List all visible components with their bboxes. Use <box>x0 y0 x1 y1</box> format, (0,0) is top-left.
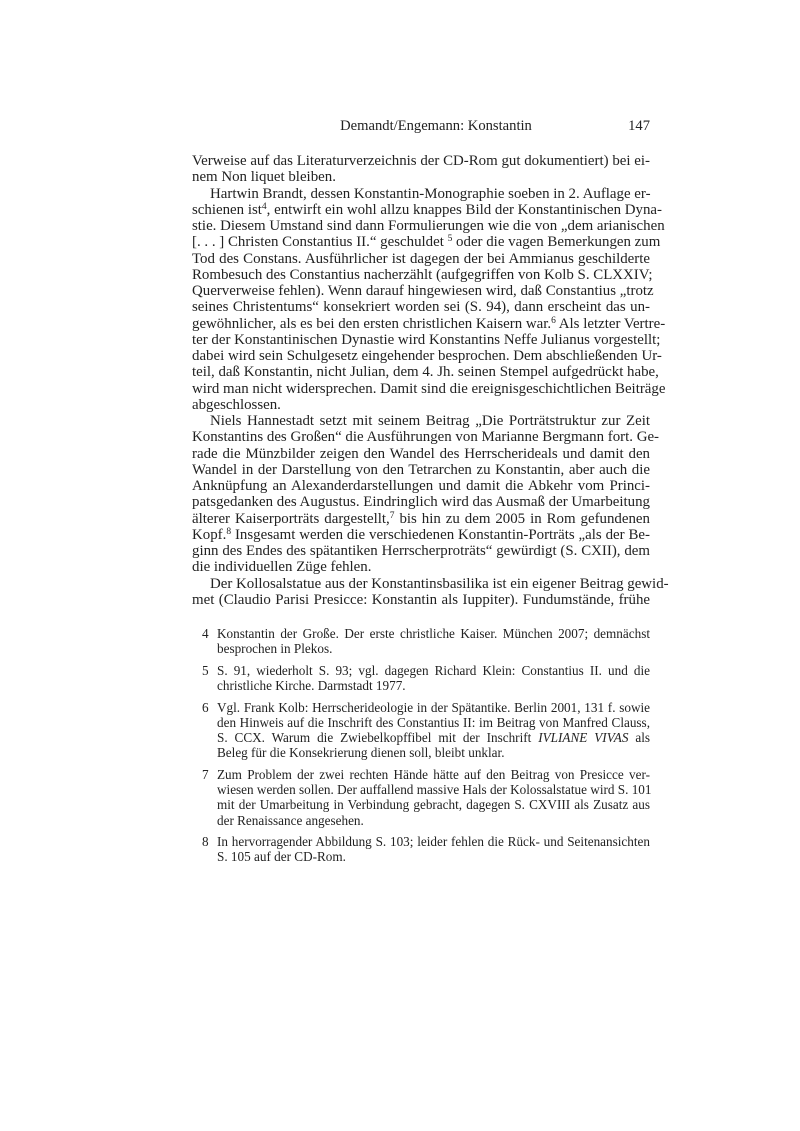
text-segment: seines Christentums“ konsekriert worden sei (S. 94), dann erscheint das un- <box>192 299 650 316</box>
text-segment: oder die vagen Bemerkungen zum <box>452 234 661 251</box>
text-line <box>192 380 666 397</box>
text-line <box>217 678 650 693</box>
paragraph <box>192 185 666 414</box>
text-line <box>217 663 650 678</box>
text-line <box>192 446 650 462</box>
text-segment: Vgl. Frank Kolb: Herrscherideologie in der Spätantike. Berlin 2001, 131 f. sowie <box>217 699 650 715</box>
footnote-reference: 8 <box>226 526 232 537</box>
text-segment: Konstantin der Große. Der erste christliche Kaiser. München 2007; demnächst <box>217 626 650 641</box>
text-line <box>192 592 650 608</box>
text-segment: Tod des Constans. Ausführlicher ist dagegen der bei Ammianus geschilderte <box>192 250 650 267</box>
text-segment: rade die Münzbilder zeigen den Wandel des Herrscherideals und damit den <box>192 445 650 462</box>
text-line <box>217 641 650 656</box>
text-segment: älterer Kaiserporträts dargestellt, <box>192 510 390 527</box>
text-segment: Beleg für die Konsekrierung dienen soll, bleibt unklar. <box>217 745 505 761</box>
text-line <box>217 745 650 760</box>
text-segment: [. . . ] Christen Constantius II.“ geschuldet <box>192 234 448 251</box>
text-line <box>217 797 650 812</box>
text-segment: gewöhnlicher, als es bei den ersten christlichen Kaisern war. <box>192 315 552 332</box>
italic-inscription: IVLIANE VIVAS <box>538 730 629 746</box>
page-number: 147 <box>628 118 650 134</box>
text-segment: Niels Hannestadt setzt mit seinem Beitrag „Die Porträtstruktur zur Zeit <box>210 413 650 429</box>
footnote-reference: 4 <box>261 201 267 212</box>
text-segment: den Hinweis auf die Inschrift des Constantius II: im Beitrag von Manfred Clauss, <box>217 714 650 730</box>
text-line <box>192 331 661 348</box>
text-segment: teil, daß Konstantin, nicht Julian, dem 4. Jh. seinen Stempel aufgedrückt habe, <box>192 364 659 381</box>
text-line <box>192 169 650 185</box>
footnote-number: 5 <box>202 662 209 678</box>
text-line <box>192 543 650 559</box>
text-line <box>192 478 650 494</box>
text-segment: stie. Diesem Umstand sind dann Formulierungen wie die von „dem arianischen <box>192 218 665 234</box>
running-title: Demandt/Engemann: Konstantin <box>340 118 532 134</box>
text-segment: wird man nicht widersprechen. Damit sind die ereignisgeschichtlichen Beiträge <box>192 380 666 397</box>
text-segment: S. 91, wiederholt S. 93; vgl. dagegen Richard Klein: Constantius II. und die <box>217 662 650 678</box>
text-line <box>217 834 650 849</box>
text-segment: Konstantins des Großen“ die Ausführungen von Marianne Bergmann fort. Ge- <box>192 429 660 446</box>
text-segment: Hartwin Brandt, dessen Konstantin-Monographie soeben in 2. Auflage er- <box>210 185 651 202</box>
text-line <box>192 251 650 267</box>
text-segment: Wandel in der Darstellung von den Tetrarchen zu Konstantin, aber auch die <box>192 461 650 478</box>
text-segment: Kopf. <box>192 526 227 543</box>
text-segment: nem Non liquet bleiben. <box>192 169 336 186</box>
text-segment: abgeschlossen. <box>192 396 281 413</box>
paragraph <box>192 413 660 576</box>
text-line <box>192 511 650 527</box>
text-segment: besprochen in Plekos. <box>217 641 333 657</box>
text-segment: christliche Kirche. Darmstadt 1977. <box>217 678 406 694</box>
text-segment: S. 105 auf der CD-Rom. <box>217 849 346 865</box>
footnote-number: 8 <box>202 834 209 850</box>
footnote-number: 7 <box>202 767 209 782</box>
footnote <box>192 767 650 828</box>
text-line <box>192 186 650 202</box>
text-segment: dabei wird sein Schulgesetz eingehender besprochen. Dem abschließenden Ur- <box>192 348 662 364</box>
text-segment: Rombesuch des Constantius nacherzählt (aufgegriffen von Kolb S. CLXXIV; <box>192 266 653 283</box>
text-line <box>192 413 650 429</box>
text-line <box>192 348 662 364</box>
text-line <box>217 730 650 745</box>
text-segment: als <box>628 730 650 746</box>
text-segment: Verweise auf das Literaturverzeichnis der CD-Rom gut dokumentiert) bei ei- <box>192 153 650 169</box>
text-line <box>192 283 654 299</box>
footnote <box>192 700 650 761</box>
text-segment: met (Claudio Parisi Presicce: Konstantin als Iuppiter). Fundumstände, frühe <box>192 591 650 608</box>
text-line <box>192 234 661 251</box>
text-segment: S. CCX. Warum die Zwiebelkopffibel mit der Inschrift <box>217 730 539 746</box>
paragraph <box>192 153 650 186</box>
text-line <box>192 575 669 592</box>
text-line <box>192 559 650 575</box>
text-segment: die individuellen Züge fehlen. <box>192 559 372 576</box>
text-line <box>192 266 653 283</box>
footnote-number: 6 <box>202 699 209 715</box>
text-line <box>192 201 662 218</box>
text-segment: Insgesamt werden die verschiedenen Konstantin-Porträts „als der Be- <box>231 526 650 543</box>
text-line <box>217 700 650 715</box>
text-segment: der Renaissance angesehen. <box>217 812 364 828</box>
text-segment: Als letzter Vertre- <box>555 315 666 332</box>
footnotes <box>192 626 650 871</box>
footnote <box>192 663 650 693</box>
text-line <box>192 153 650 169</box>
text-line <box>217 715 650 730</box>
text-line <box>192 315 666 332</box>
footnote-reference: 5 <box>447 234 453 245</box>
footnote-reference: 6 <box>551 315 556 326</box>
text-line <box>192 397 650 413</box>
text-line <box>192 429 660 446</box>
text-line <box>217 626 650 641</box>
text-segment: patsgedanken des Augustus. Eindringlich wird das Ausmaß der Umarbeitung <box>192 494 650 511</box>
text-segment: Zum Problem der zwei rechten Hände hätte auf den Beitrag von Presicce ver- <box>217 767 650 782</box>
text-segment: In hervorragender Abbildung S. 103; leider fehlen die Rück- und Seitenansichten <box>217 834 650 850</box>
body-text <box>192 153 669 608</box>
paragraph <box>192 575 669 609</box>
running-header <box>192 118 650 136</box>
text-line <box>217 782 650 797</box>
text-line <box>192 527 650 543</box>
text-line <box>192 218 665 234</box>
text-segment: Anknüpfung an Alexanderdarstellungen und damit die Abkehr vom Princi- <box>192 478 650 494</box>
text-line <box>217 849 650 864</box>
text-segment: Querverweise fehlen). Wenn darauf hingewiesen wird, daß Constantius „trotz <box>192 283 654 299</box>
footnote-reference: 7 <box>389 510 395 521</box>
footnote <box>192 626 650 656</box>
text-segment: bis hin zu dem 2005 in Rom gefundenen <box>394 510 650 527</box>
text-line <box>192 462 650 478</box>
text-segment: ginn des Endes des spätantiken Herrscherproträts“ gewürdigt (S. CXII), dem <box>192 543 650 559</box>
text-segment: ter der Konstantinischen Dynastie wird Konstantins Neffe Julianus vorgestellt; <box>192 331 661 348</box>
text-line <box>192 299 650 315</box>
text-line <box>192 494 650 510</box>
text-segment: , entwirft ein wohl allzu knappes Bild der Konstantinischen Dyna- <box>266 201 662 218</box>
text-segment: Der Kollosalstatue aus der Konstantinsbasilika ist ein eigener Beitrag gewid- <box>210 575 669 592</box>
text-segment: schienen ist <box>192 201 262 218</box>
text-line <box>217 813 650 828</box>
text-segment: wiesen werden sollen. Der auffallend massive Hals der Kolossalstatue wird S. 101 <box>217 782 652 798</box>
footnote <box>192 834 650 864</box>
footnote-number: 4 <box>202 626 209 641</box>
text-line <box>217 767 650 782</box>
text-segment: mit der Umarbeitung in Verbindung gebracht, dagegen S. CXVIII als Zusatz aus <box>217 797 650 813</box>
text-line <box>192 364 659 381</box>
